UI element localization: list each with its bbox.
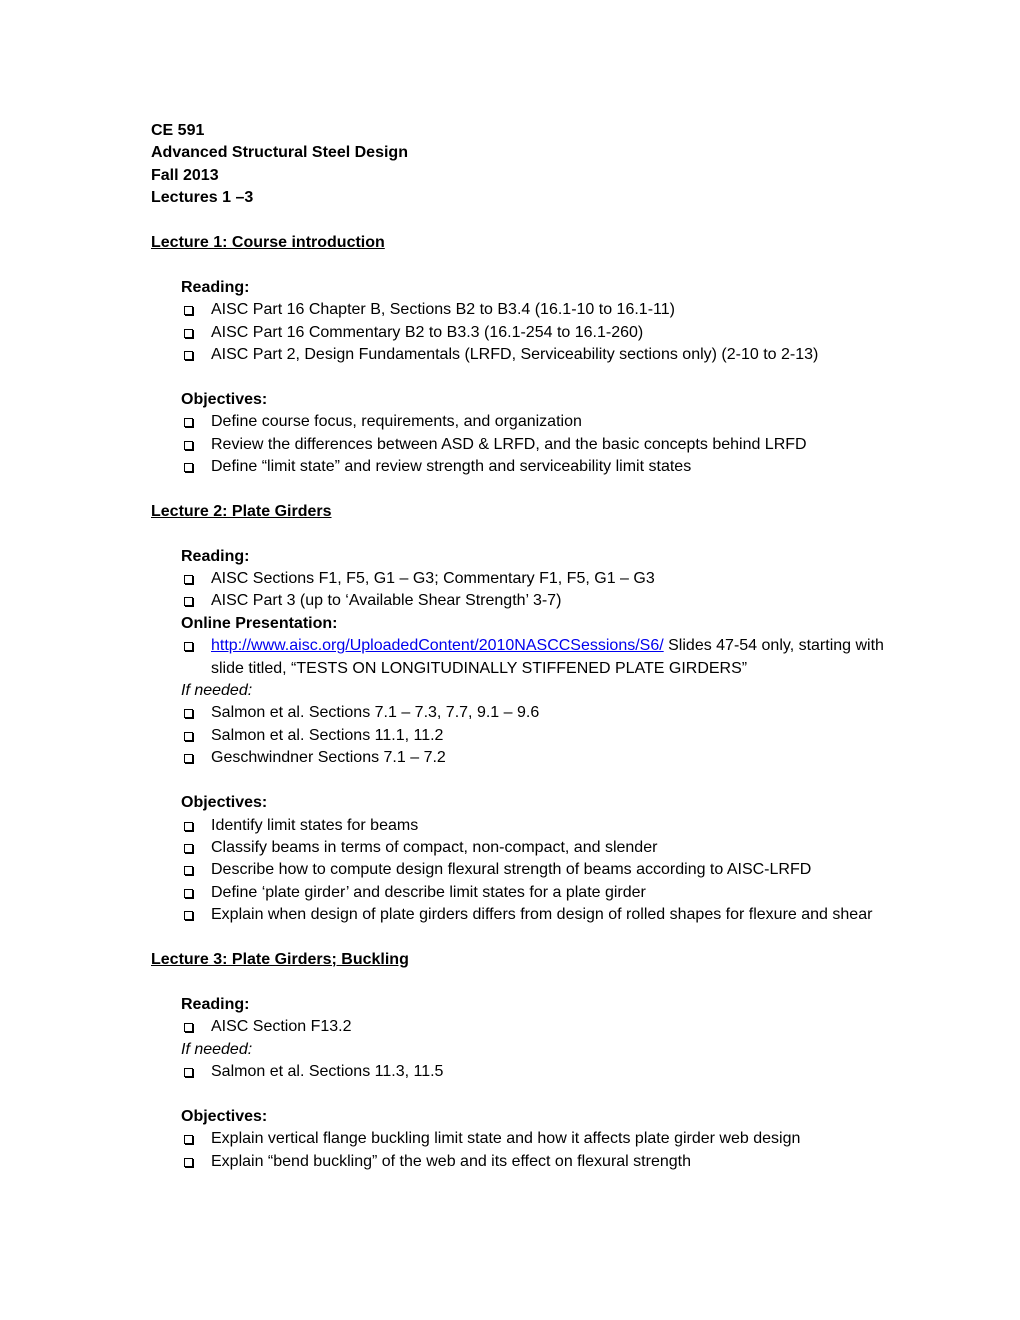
checkbox-bullet-icon (184, 866, 193, 875)
lecture-1-objectives-list (181, 411, 891, 478)
checkbox-bullet-icon (184, 329, 193, 338)
lecture-2-section (181, 546, 891, 927)
checkbox-bullet-icon (184, 844, 193, 853)
checkbox-bullet-icon (184, 1023, 193, 1032)
lecture-1-reading-list (181, 299, 891, 366)
list-item-text: Describe how to compute design flexural strength of beams according to AISC-LRFD (211, 861, 812, 879)
lecture-3-objectives-list (181, 1128, 891, 1173)
list-item-text: Geschwindner Sections 7.1 – 7.2 (211, 749, 446, 767)
checkbox-bullet-icon (184, 732, 193, 741)
list-item (181, 1061, 891, 1083)
lecture-2-if-needed-list (181, 702, 891, 769)
lecture-2-online-list (181, 635, 891, 680)
checkbox-bullet-icon (184, 822, 193, 831)
list-item-text: Salmon et al. Sections 11.3, 11.5 (211, 1062, 444, 1080)
list-item (181, 815, 891, 837)
list-item-text: Salmon et al. Sections 7.1 – 7.3, 7.7, 9.1 – 9.6 (211, 704, 540, 722)
list-item (181, 859, 891, 881)
list-item (181, 344, 891, 366)
lecture-1-objectives-label: Objectives: (181, 390, 268, 408)
list-item-text: AISC Part 16 Commentary B2 to B3.3 (16.1-254 to 16.1-260) (211, 323, 644, 341)
list-item (181, 635, 891, 680)
list-item (181, 299, 891, 321)
lecture-2-title: Lecture 2: Plate Girders (151, 502, 332, 520)
list-item-text: Define course focus, requirements, and organization (211, 413, 582, 431)
lecture-3-objectives-label: Objectives: (181, 1107, 268, 1125)
lecture-2-if-needed-label: If needed: (181, 682, 253, 700)
list-item-text: Slides 47-54 only, starting with slide titled, “TESTS ON LONGITUDINALLY STIFFENED PLATE GIRDERS” (211, 637, 884, 677)
lecture-3-reading-list (181, 1016, 891, 1038)
lecture-1-reading-label: Reading: (181, 278, 250, 296)
document-header (151, 120, 891, 210)
list-item (181, 456, 891, 478)
list-item-text: AISC Part 2, Design Fundamentals (LRFD, Serviceability sections only) (2-10 to 2-13) (211, 346, 819, 364)
lecture-3-section (181, 994, 891, 1173)
list-item (181, 590, 891, 612)
list-item-text: AISC Part 16 Chapter B, Sections B2 to B3.4 (16.1-10 to 16.1-11) (211, 301, 675, 319)
list-item-text: Define “limit state” and review strength and serviceability limit states (211, 458, 692, 476)
lecture-2-reading-label: Reading: (181, 547, 250, 565)
checkbox-bullet-icon (184, 754, 193, 763)
lecture-3-if-needed-list (181, 1061, 891, 1083)
document-page (151, 120, 891, 1173)
course-code: CE 591 (151, 122, 205, 139)
lecture-2-objectives-list (181, 815, 891, 927)
lecture-3-if-needed-label: If needed: (181, 1040, 253, 1058)
checkbox-bullet-icon (184, 351, 193, 360)
list-item (181, 702, 891, 724)
list-item (181, 747, 891, 769)
list-item (181, 882, 891, 904)
list-item-text: Define ‘plate girder’ and describe limit states for a plate girder (211, 883, 646, 901)
checkbox-bullet-icon (184, 1135, 193, 1144)
list-item-text: Explain when design of plate girders differs from design of rolled shapes for flexure and shear (211, 906, 873, 924)
checkbox-bullet-icon (184, 889, 193, 898)
list-item (181, 1128, 891, 1150)
list-item-text: Salmon et al. Sections 11.1, 11.2 (211, 726, 444, 744)
lecture-2-reading-list (181, 568, 891, 613)
checkbox-bullet-icon (184, 597, 193, 606)
checkbox-bullet-icon (184, 911, 193, 920)
course-term: Fall 2013 (151, 166, 219, 184)
checkbox-bullet-icon (184, 642, 193, 651)
lecture-3-reading-label: Reading: (181, 995, 250, 1013)
lecture-3-title: Lecture 3: Plate Girders; Buckling (151, 950, 409, 968)
list-item-text: Review the differences between ASD & LRFD, and the basic concepts behind LRFD (211, 435, 807, 453)
checkbox-bullet-icon (184, 1068, 193, 1077)
list-item (181, 904, 891, 926)
list-item (181, 434, 891, 456)
list-item (181, 322, 891, 344)
lecture-2-online-label: Online Presentation: (181, 614, 338, 632)
list-item (181, 725, 891, 747)
list-item (181, 568, 891, 590)
list-item (181, 1151, 891, 1173)
checkbox-bullet-icon (184, 575, 193, 584)
lecture-range: Lectures 1 –3 (151, 189, 254, 207)
checkbox-bullet-icon (184, 418, 193, 427)
list-item-text: Explain vertical flange buckling limit state and how it affects plate girder web design (211, 1130, 801, 1148)
list-item-text: Identify limit states for beams (211, 816, 419, 834)
list-item-text: AISC Sections F1, F5, G1 – G3; Commentary F1, F5, G1 – G3 (211, 570, 655, 588)
list-item (181, 1016, 891, 1038)
checkbox-bullet-icon (184, 441, 193, 450)
list-item (181, 411, 891, 433)
list-item-text: Classify beams in terms of compact, non-compact, and slender (211, 838, 658, 856)
list-item (181, 837, 891, 859)
checkbox-bullet-icon (184, 709, 193, 718)
lecture-1-title: Lecture 1: Course introduction (151, 234, 385, 252)
online-presentation-link[interactable]: http://www.aisc.org/UploadedContent/2010NASCCSessions/S6/ (211, 637, 664, 655)
checkbox-bullet-icon (184, 306, 193, 315)
lecture-2-objectives-label: Objectives: (181, 794, 268, 812)
lecture-1-section (181, 277, 891, 479)
list-item-text: AISC Part 3 (up to ‘Available Shear Strength’ 3-7) (211, 592, 562, 610)
course-title: Advanced Structural Steel Design (151, 144, 408, 162)
list-item-text: Explain “bend buckling” of the web and its effect on flexural strength (211, 1152, 691, 1170)
checkbox-bullet-icon (184, 463, 193, 472)
list-item-text: AISC Section F13.2 (211, 1018, 352, 1036)
checkbox-bullet-icon (184, 1158, 193, 1167)
